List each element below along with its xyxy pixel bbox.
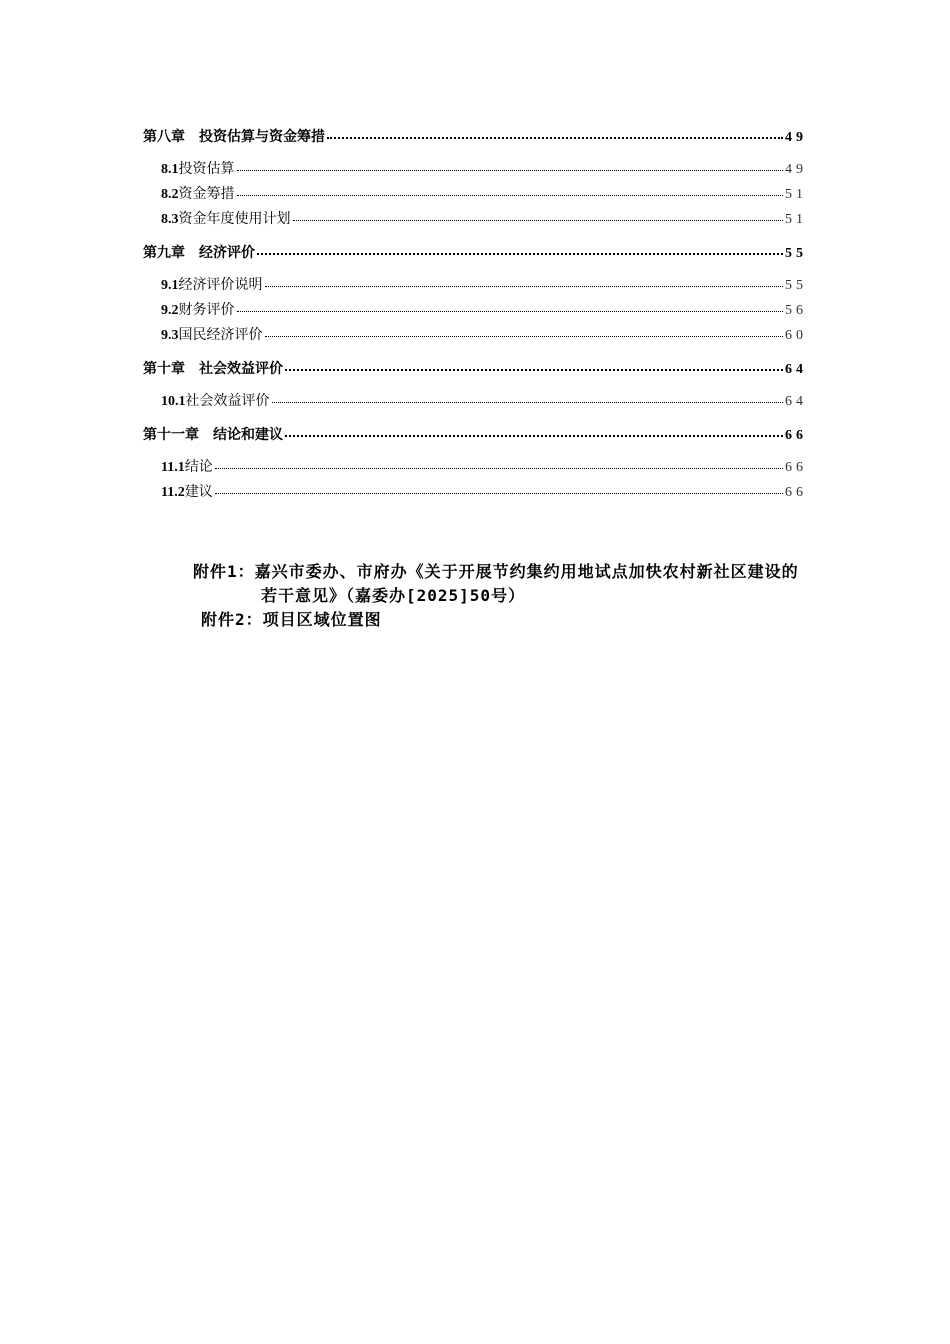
toc-chapter-entry[interactable] (143, 358, 807, 378)
toc-section-number: 10.1 (161, 394, 186, 409)
toc-section-title: 建议 (184, 485, 213, 500)
toc-chapter-page-number: 64 (785, 362, 807, 377)
toc-chapter-entry[interactable] (143, 242, 807, 262)
toc-section-page-number: 64 (785, 394, 807, 409)
toc-section-heading (161, 456, 213, 476)
toc-dot-leader (293, 219, 784, 221)
toc-chapter-page-number: 66 (785, 428, 807, 443)
toc-chapter-title: 第十一章 结论和建议 (143, 428, 283, 443)
toc-dot-leader (257, 252, 783, 255)
toc-chapter-title: 第九章 经济评价 (143, 246, 255, 261)
toc-chapter-title: 第十章 社会效益评价 (143, 362, 283, 377)
toc-section-number: 11.1 (161, 460, 185, 475)
toc-dot-leader (237, 169, 784, 171)
toc-dot-leader (265, 285, 784, 287)
toc-dot-leader (237, 194, 784, 196)
toc-section-heading (161, 324, 263, 344)
toc-section-title: 资金年度使用计划 (178, 212, 291, 227)
toc-section-entry[interactable] (143, 456, 807, 476)
toc-section-number: 9.1 (161, 278, 179, 293)
toc-dot-leader (272, 401, 784, 403)
toc-section-number: 8.1 (161, 162, 179, 177)
toc-dot-leader (237, 310, 784, 312)
toc-section-title: 社会效益评价 (185, 394, 270, 409)
toc-chapter-page-number: 49 (785, 130, 807, 145)
toc-section-heading (161, 274, 263, 294)
toc-section-entry[interactable] (143, 158, 807, 178)
toc-chapter-entry[interactable] (143, 126, 807, 146)
toc-section-entry[interactable] (143, 274, 807, 294)
toc-section-heading (161, 183, 235, 203)
toc-section-title: 结论 (184, 460, 213, 475)
toc-section-title: 资金筹措 (178, 187, 235, 202)
appendix-item-2: 附件2：项目区域位置图 (201, 610, 382, 629)
toc-section-entry[interactable] (143, 324, 807, 344)
toc-section-number: 9.2 (161, 303, 179, 318)
table-of-contents (143, 126, 807, 506)
toc-section-number: 11.2 (161, 485, 185, 500)
toc-section-title: 投资估算 (178, 162, 235, 177)
appendix-list (193, 560, 813, 632)
toc-section-heading (161, 158, 235, 178)
toc-section-page-number: 51 (785, 187, 807, 202)
appendix-item-1: 附件1：嘉兴市委办、市府办《关于开展节约集约用地试点加快农村新社区建设的若干意见》（嘉委办[2025]50号） (193, 562, 799, 605)
toc-section-title: 财务评价 (178, 303, 235, 318)
toc-chapter-entry[interactable] (143, 424, 807, 444)
toc-section-heading (161, 299, 235, 319)
toc-section-entry[interactable] (143, 481, 807, 501)
toc-dot-leader (285, 434, 783, 437)
toc-dot-leader (265, 335, 784, 337)
toc-chapter-title: 第八章 投资估算与资金筹措 (143, 130, 325, 145)
toc-section-page-number: 49 (785, 162, 807, 177)
toc-section-heading (161, 390, 270, 410)
toc-dot-leader (285, 368, 783, 371)
toc-section-page-number: 66 (785, 485, 807, 500)
toc-dot-leader (215, 492, 783, 494)
toc-section-number: 8.3 (161, 212, 179, 227)
toc-section-number: 8.2 (161, 187, 179, 202)
toc-section-entry[interactable] (143, 299, 807, 319)
toc-section-page-number: 55 (785, 278, 807, 293)
toc-dot-leader (215, 467, 783, 469)
toc-section-heading (161, 481, 213, 501)
toc-section-page-number: 60 (785, 328, 807, 343)
toc-section-number: 9.3 (161, 328, 179, 343)
toc-section-entry[interactable] (143, 183, 807, 203)
toc-section-title: 国民经济评价 (178, 328, 263, 343)
toc-section-page-number: 56 (785, 303, 807, 318)
toc-section-entry[interactable] (143, 390, 807, 410)
toc-section-entry[interactable] (143, 208, 807, 228)
toc-section-page-number: 51 (785, 212, 807, 227)
toc-section-title: 经济评价说明 (178, 278, 263, 293)
toc-section-heading (161, 208, 291, 228)
toc-section-page-number: 66 (785, 460, 807, 475)
toc-dot-leader (327, 136, 783, 139)
toc-chapter-page-number: 55 (785, 246, 807, 261)
